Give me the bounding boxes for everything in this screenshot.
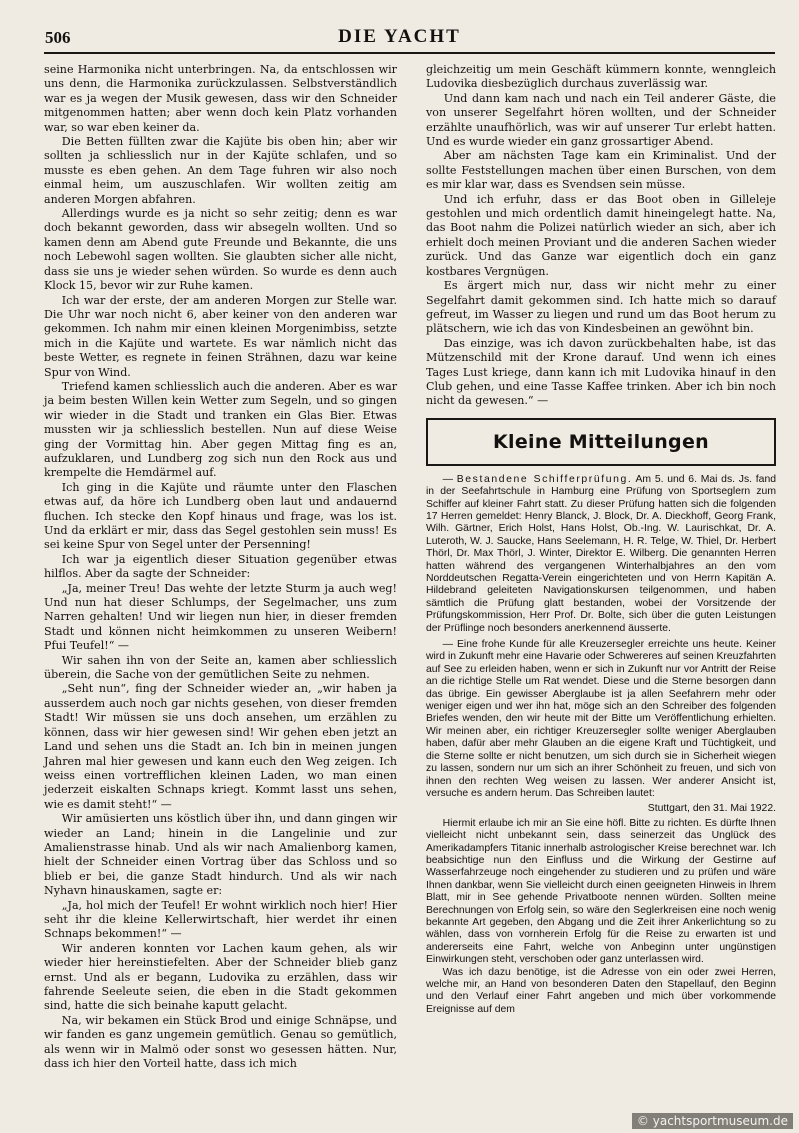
letter-paragraph: Hiermit erlaube ich mir an Sie eine höfl. Bitte zu richten. Es dürfte Ihnen vielleicht nicht unbekannt sein, dass seinerzeit das Unglück des Amerikadampfers Titanic innerhalb astrologischer Kreise berechnet war. Ich beabsichtige nun den Einfluss und die Wirkung der Gestirne auf Wasserfahrzeuge noch eingehender zu studieren und zu prüfen und wäre Ihnen dankbar, wenn Sie vielleicht durch einen geeigneten Hinweis in Ihrem Blatt, mir in See gehende Privatboote nennen würden. Sollten meine Berechnungen von Erfolg sein, so wäre den Seglerkreisen eine noch wenig bekannte Art gegeben, den Abgang und die Zeit ihrer Ankerlichtung so zu wählen, dass von vornherein Erfolg für die Reise zu erwarten ist und andererseits eine Fahrt, welche von Anbeginn unter ungünstigen Einwirkungen steht, verschoben oder ganz unterlassen wird. [426,817,776,966]
story-paragraph: Ich ging in die Kajüte und räumte unter den Flaschen etwas auf, da höre ich Lundberg oben laut und andauernd fluchen. Ich stecke den Kopf hinaus und frage, was los ist. Und da erklärt er mir, dass das Segel gestohlen sein muss! Es sei keine Spur von Segel unter der Persenning! [44,480,397,552]
letter-paragraph: Was ich dazu benötige, ist die Adresse von ein oder zwei Herren, welche mir, an Hand von besonderen Daten den Stapellauf, den Beginn und den Verlauf einer Fahrt angeben und mich über vorkommende Ereignisse auf dem [426,966,776,1015]
story-paragraph: Und dann kam nach und nach ein Teil anderer Gäste, die von unserer Segelfahrt hören wollten, und der Schneider erzählte unaufhörlich, was wir auf unserer Tur erlebt hatten. Und es wurde wieder ein ganz grossartiger Abend. [426,91,776,149]
story-paragraph: Aber am nächsten Tage kam ein Kriminalist. Und der sollte Feststellungen machen über einen Burschen, von dem es mir klar war, dass es Svendsen sein müsse. [426,149,776,192]
story-paragraph: Und ich erfuhr, dass er das Boot oben in Gilleleje gestohlen und mich ordentlich damit hineingelegt hatte. Na, das Boot nahm die Polizei natürlich wieder an sich, aber ich erhielt doch meinen Proviant und die anderen Sachen wieder zurück. Und das Ganze war eigentlich doch ein ganz kostbares Vergnügen. [426,192,776,278]
story-paragraph: Das einzige, was ich davon zurückbehalten habe, ist das Mützenschild mit der Krone darauf. Und wenn ich eines Tages Lust kriege, dann kann ich mit Ludovika hinauf in den Club gehen, und eine Tasse Kaffee trinken. Aber ich bin noch nicht da gewesen.“ — [426,336,776,408]
running-title: DIE YACHT [338,26,461,47]
letter-dateline: Stuttgart, den 31. Mai 1922. [647,803,776,815]
story-paragraph: Es ärgert mich nur, dass wir nicht mehr zu einer Segelfahrt damit gekommen sind. Ich hatte mich so darauf gefreut, im Wasser zu liegen und rund um das Boot herum zu plätschern, wie ich das von Kindesbeinen an gewöhnt bin. [426,279,776,336]
section-header-box [426,418,776,466]
story-paragraph: gleichzeitig um mein Geschäft kümmern konnte, wenngleich Ludovika diesbezüglich durchaus zuverlässig war. [426,63,776,91]
story-paragraph: Na, wir bekamen ein Stück Brod und einige Schnäpse, und wir fanden es ganz ungemein gemütlich. Genau so gemütlich, als wenn wir in Malmö oder sonst wo gesessen hätten. Nur, dass ich hier den Vorteil hatte, dass ich mich [44,1013,397,1071]
right-column [426,63,776,1016]
notice-astrologie [426,639,776,1016]
story-paragraph: Ich war der erste, der am anderen Morgen zur Stelle war. Die Uhr war noch nicht 6, aber keiner von den anderen war gekommen. Ich nahm mir einen kleinen Morgenimbiss, setzte mich in die Kajüte und wartete. Es war nämlich nicht das beste Wetter, es regnete in feinen Strähnen, dazu war keine Spur von Wind. [44,293,397,379]
section-title: Kleine Mitteilungen [493,430,709,453]
story-paragraph: „Ja, hol mich der Teufel! Er wohnt wirklich noch hier! Hier seht ihr die kleine Kellerwirtschaft, hier werdet ihr einen Schnaps bekommen!“ — [44,898,397,941]
story-paragraph: „Seht nun“, fing der Schneider wieder an, „wir haben ja ausserdem auch noch gar nichts gesehen, von dieser fremden Stadt! Wir müssen sie uns doch ansehen, um erzählen zu können, dass wir hier gewesen sind! Wir gehen eben jetzt an Land und sehen uns die Stadt an. Ich bin in meinen jungen Jahren mal hier gewesen und kann euch den Weg zeigen. Ich weiss einen vortrefflichen kleinen Laden, wo man einen jederzeit eiskalten Schnaps kriegt. Kommt lasst uns sehen, wie es damit steht!“ — [44,682,397,811]
watermark: © yachtsportmuseum.de [632,1113,793,1129]
notice-paragraph: — Eine frohe Kunde für alle Kreuzersegler erreichte uns heute. Keiner wird in Zukunft mehr eine Havarie oder Schwereres auf seinen Kreuzfahrten auf See zu erleiden haben, wenn er sich in Zukunft nur vor Antritt der Reise an die richtige Stelle um Rat wendet. Diese und die Sterne besorgen dann das übrige. Ein gewisser Aberglaube ist ja allen Seefahrern mehr oder weniger eigen und wer ihn hat, möge sich an den Schreiber des folgenden Briefes wenden, den wir heute mit der Bitte um Veröffentlichung erhielten. Wir meinen aber, ein richtiger Kreuzersegler sollte weniger Aberglauben haben, dafür aber mehr Glauben an die eigene Kraft und Tüchtigkeit, und die Sterne sollte er nicht benutzen, um sich durch sie in Sicherheit wiegen zu lassen, sondern nur um sich an ihrer Schönheit zu freuen, und sich von ihnen den rechten Weg weisen zu lassen. Wer anderer Ansicht ist, versuche es andern herum. Das Schreiben lautet: [426,639,776,799]
story-paragraph: Allerdings wurde es ja nicht so sehr zeitig; denn es war doch bekannt geworden, dass wir absegeln wollten. Und so kamen denn am Abend gute Freunde und Bekannte, die uns noch Lebewohl sagen wollten. Sie glaubten sicher alle nicht, dass sie uns je wieder sehen würden. So wurde es denn auch Klock 15, bevor wir zur Ruhe kamen. [44,207,397,293]
notice-body: Am 5. und 6. Mai ds. Js. fand in der Seefahrtschule in Hamburg eine Prüfung von Sportseglern zum Schiffer auf kleiner Fahrt statt. Zu dieser Prüfung hatten sich die folgenden 17 Herren gemeldet: Henry Blanck, J. Block, Dr. A. Dieckhoff, Georg Frank, Wilh. Gärtner, Erich Holst, Hans Holst, Ob.-Ing. W. Laurischkat, Dr. A. Luteroth, W. J. Saucke, Hans Seelemann, H. R. Telge, W. Thiel, Dr. Herbert Thörl, Dr. Max Thörl, J. Winter, Direktor E. Wilberg. Die genannten Herren hatten während des vergangenen Winterhalbjahres an den vom Norddeutschen Regatta-Verein eingerichteten und von Herrn Kapitän A. Hildebrand geleiteten Navigationskursen teilgenommen, und haben sämtlich die Prüfung glatt bestanden, wobei der Vorsitzende der Prüfungskommission, Herr Prof. Dr. Bolte, sich über die guten Leistungen der Prüflinge noch besonders anerkennend äusserte. [426,473,777,634]
notice-schifferpruefung [426,474,776,635]
story-paragraph: Wir sahen ihn von der Seite an, kamen aber schliesslich überein, die Sache von der gemütlichen Seite zu nehmen. [44,653,397,682]
page-number: 506 [45,28,71,47]
story-paragraph: Wir anderen konnten vor Lachen kaum gehen, als wir wieder hier hereinstiefelten. Aber der Schneider blieb ganz ernst. Und als er begann, Ludovika zu erzählen, dass wir fahrende Seeleute seien, die eben in die Stadt gekommen sind, hatte die sich beinahe kaputt gelacht. [44,941,397,1013]
notice-heading: Bestandene Schifferprüfung. [456,473,633,485]
story-paragraph: Die Betten füllten zwar die Kajüte bis oben hin; aber wir sollten ja schliesslich nur in der Kajüte schlafen, und so musste es eben gehen. An dem Tage fuhren wir also noch einmal heim, um auszuschlafen. Wir wollten zeitig am anderen Morgen abfahren. [44,135,397,206]
story-paragraph: „Ja, meiner Treu! Das wehte der letzte Sturm ja auch weg! Und nun hat dieser Schlumps, der Segelmacher, uns zum Narren gehalten! Und wir liegen nun hier, in dieser fremden Stadt und können nicht heimkommen zu unseren Weibern! Pfui Teufel!“ — [44,581,397,653]
story-paragraph: Wir amüsierten uns köstlich über ihn, und dann gingen wir wieder an Land; hinein in die Langelinie und zur Amalienstrasse hinab. Und als wir nach Amalienborg kamen, hielt der Schneider einen Vortrag über das Schloss und so blieb er bei, die ganze Stadt hindurch. Und als wir nach Nyhavn hinauskamen, sagte er: [44,812,397,898]
story-paragraph: Ich war ja eigentlich dieser Situation gegenüber etwas hilflos. Aber da sagte der Schneider: [44,552,397,581]
header-rule [44,52,775,54]
left-column [44,63,397,1071]
notice-paragraph [426,474,776,635]
story-paragraph: Triefend kamen schliesslich auch die anderen. Aber es war ja beim besten Willen kein Wetter zum Segeln, und so gingen wir wieder in die Stadt und tranken ein Glas Bier. Etwas mussten wir ja schliesslich bestellen. Nun auf diese Weise ging der Vormittag hin. Aber gegen Mittag fing es an, aufzuklaren, und Lundberg zog sich nun den Rock aus und krempelte die Hemdärmel auf. [44,379,397,480]
notice-dash: — [442,473,457,485]
story-paragraph: seine Harmonika nicht unterbringen. Na, da entschlossen wir uns denn, die Harmonika zurückzulassen. Selbstverständlich war es ja wegen der Musik gewesen, dass wir den Schneider mitgenommen hatten; aber wenn doch kein Platz vorhanden war, so war eben keiner da. [44,63,397,134]
